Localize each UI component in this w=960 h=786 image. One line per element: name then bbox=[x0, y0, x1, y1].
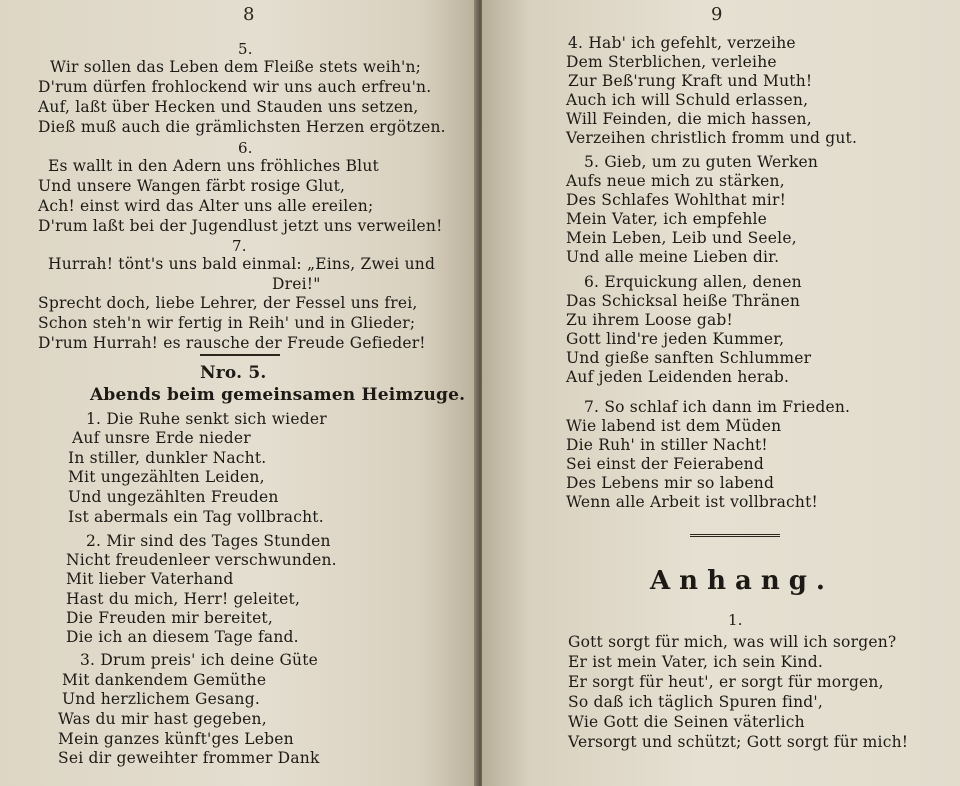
verse-line: 4. Hab' ich gefehlt, verzeihe bbox=[568, 34, 796, 52]
verse-line: Ach! einst wird das Alter uns alle ereilen; bbox=[38, 197, 374, 215]
verse-line: Wir sollen das Leben dem Fleiße stets weih'n; bbox=[50, 58, 422, 76]
verse-line: 6. Erquickung allen, denen bbox=[584, 273, 802, 291]
page-number: 8 bbox=[243, 4, 255, 25]
verse-line: Und herzlichem Gesang. bbox=[62, 690, 260, 708]
verse-line: 5. Gieb, um zu guten Werken bbox=[584, 153, 819, 171]
verse-line: Die Ruh' in stiller Nacht! bbox=[566, 436, 768, 454]
verse-line: Sei dir geweihter frommer Dank bbox=[58, 749, 320, 767]
verse-line: Drei!" bbox=[272, 275, 321, 293]
verse-line: So daß ich täglich Spuren find', bbox=[568, 693, 823, 711]
verse-line: Sprecht doch, liebe Lehrer, der Fessel uns frei, bbox=[38, 294, 418, 312]
verse-line: Des Lebens mir so labend bbox=[566, 474, 775, 492]
verse-line: Mein Leben, Leib und Seele, bbox=[566, 229, 797, 247]
verse-line: 7. So schlaf ich dann im Frieden. bbox=[584, 398, 851, 416]
stanza-number: 6. bbox=[238, 139, 253, 157]
page-number: 9 bbox=[711, 4, 723, 25]
verse-line: Aufs neue mich zu stärken, bbox=[566, 172, 785, 190]
verse-line: Mein Vater, ich empfehle bbox=[566, 210, 768, 228]
verse-line: Dieß muß auch die grämlichsten Herzen ergötzen. bbox=[38, 118, 446, 136]
appendix-heading: Anhang. bbox=[650, 566, 834, 596]
verse-line: Das Schicksal heiße Thränen bbox=[566, 292, 801, 310]
verse-line: Will Feinden, die mich hassen, bbox=[566, 110, 812, 128]
stanza-number: 7. bbox=[232, 237, 247, 255]
verse-line: Zur Beß'rung Kraft und Muth! bbox=[568, 72, 813, 90]
verse-line: Versorgt und schützt; Gott sorgt für mich! bbox=[568, 733, 909, 751]
verse-line: Mit lieber Vaterhand bbox=[66, 570, 234, 588]
verse-line: Und ungezählten Freuden bbox=[68, 488, 279, 506]
verse-line: Nicht freudenleer verschwunden. bbox=[66, 551, 337, 569]
verse-line: Auf unsre Erde nieder bbox=[72, 429, 251, 447]
section-heading: Nro. 5. bbox=[200, 363, 267, 383]
verse-line: Auf, laßt über Hecken und Stauden uns setzen, bbox=[38, 98, 419, 116]
verse-line: Wenn alle Arbeit ist vollbracht! bbox=[566, 493, 818, 511]
verse-line: Hurrah! tönt's uns bald einmal: „Eins, Zwei und bbox=[48, 255, 436, 273]
section-divider bbox=[200, 354, 280, 356]
stanza-number: 5. bbox=[238, 40, 253, 58]
verse-line: D'rum Hurrah! es rausche der Freude Gefieder! bbox=[38, 334, 426, 352]
left-page bbox=[0, 0, 478, 786]
verse-line: Was du mir hast gegeben, bbox=[58, 710, 267, 728]
verse-line: Verzeihen christlich fromm und gut. bbox=[566, 129, 858, 147]
verse-line: Gott sorgt für mich, was will ich sorgen? bbox=[568, 633, 897, 651]
verse-line: In stiller, dunkler Nacht. bbox=[68, 449, 267, 467]
verse-line: Wie Gott die Seinen väterlich bbox=[568, 713, 805, 731]
verse-line: Des Schlafes Wohlthat mir! bbox=[566, 191, 787, 209]
verse-line: 1. Die Ruhe senkt sich wieder bbox=[86, 410, 327, 428]
verse-line: D'rum dürfen frohlockend wir uns auch erfreu'n. bbox=[38, 78, 432, 96]
verse-line: Dem Sterblichen, verleihe bbox=[566, 53, 777, 71]
verse-line: Auch ich will Schuld erlassen, bbox=[566, 91, 809, 109]
verse-line: Sei einst der Feierabend bbox=[566, 455, 764, 473]
verse-line: Und gieße sanften Schlummer bbox=[566, 349, 812, 367]
right-page bbox=[482, 0, 960, 786]
verse-line: 2. Mir sind des Tages Stunden bbox=[86, 532, 331, 550]
verse-line: Mit dankendem Gemüthe bbox=[62, 671, 267, 689]
verse-line: Die Freuden mir bereitet, bbox=[66, 609, 273, 627]
section-divider bbox=[690, 534, 780, 539]
verse-line: Wie labend ist dem Müden bbox=[566, 417, 782, 435]
verse-line: Ist abermals ein Tag vollbracht. bbox=[68, 508, 324, 526]
verse-line: Er ist mein Vater, ich sein Kind. bbox=[568, 653, 823, 671]
section-heading: Abends beim gemeinsamen Heimzuge. bbox=[90, 385, 466, 405]
verse-line: Und alle meine Lieben dir. bbox=[566, 248, 780, 266]
verse-line: Mit ungezählten Leiden, bbox=[68, 468, 265, 486]
verse-line: Auf jeden Leidenden herab. bbox=[566, 368, 790, 386]
verse-line: Schon steh'n wir fertig in Reih' und in Glieder; bbox=[38, 314, 416, 332]
stanza-number: 1. bbox=[728, 611, 743, 629]
verse-line: Zu ihrem Loose gab! bbox=[566, 311, 733, 329]
verse-line: Die ich an diesem Tage fand. bbox=[66, 628, 299, 646]
verse-line: Gott lind're jeden Kummer, bbox=[566, 330, 785, 348]
verse-line: Und unsere Wangen färbt rosige Glut, bbox=[38, 177, 346, 195]
verse-line: Er sorgt für heut', er sorgt für morgen, bbox=[568, 673, 884, 691]
verse-line: Hast du mich, Herr! geleitet, bbox=[66, 590, 301, 608]
verse-line: D'rum laßt bei der Jugendlust jetzt uns verweilen! bbox=[38, 217, 443, 235]
verse-line: Es wallt in den Adern uns fröhliches Blut bbox=[48, 157, 379, 175]
verse-line: 3. Drum preis' ich deine Güte bbox=[80, 651, 319, 669]
verse-line: Mein ganzes künft'ges Leben bbox=[58, 730, 294, 748]
